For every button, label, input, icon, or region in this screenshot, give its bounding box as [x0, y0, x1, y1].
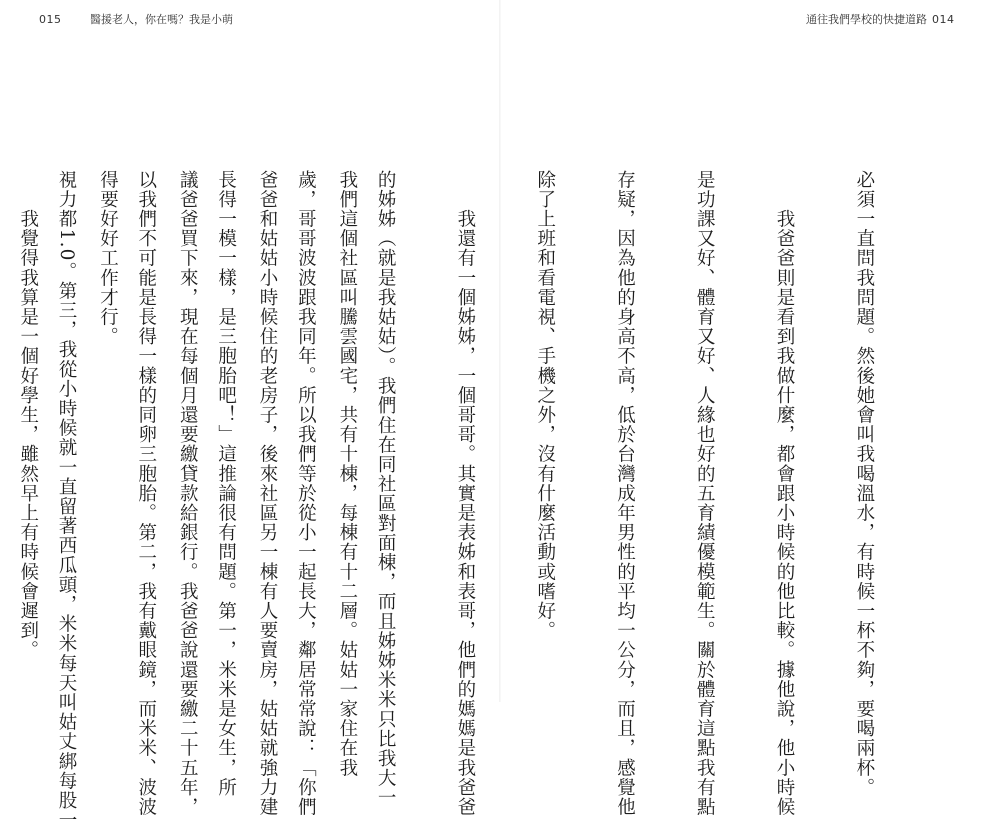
text-column: 以我們不可能是長得一樣的同卵三胞胎。第二，我有戴眼鏡，而米米、波波 [135, 170, 157, 817]
text-column: 長得一模一樣，是三胞胎吧！」這推論很有問題。第一，米米是女生，所 [215, 170, 237, 798]
text-column: 視力都1.0。第三，我從小時候就一直留著西瓜頭，米米每天叫姑丈綁每股一 [56, 170, 77, 830]
page-number: 015 [39, 13, 62, 26]
text-column: 除了上班和看電視、手機之外，沒有什麼活動或嗜好。 [534, 170, 556, 641]
text-column: 議爸爸買下來，現在每個月還要繳貸款給銀行。我爸爸說還要繳二十五年， [177, 170, 199, 817]
text-column: 得要好好工作才行。 [97, 170, 119, 347]
page-number: 014 [932, 13, 955, 26]
text-column: 爸爸和姑姑小時候住的老房子，後來社區另一棟有人要賣房，姑姑就強力建 [257, 170, 279, 817]
text-column: 歲，哥哥波波跟我同年。所以我們等於從小一起長大，鄰居常常說：「你們 [295, 170, 317, 817]
text-column: 存疑，因為他的身高不高，低於台灣成年男性的平均一公分，而且，感覺他 [614, 170, 636, 817]
text-column: 必須一直問我問題。然後她會叫我喝溫水，有時候一杯不夠，要喝兩杯。 [853, 170, 875, 798]
running-title: 通往我們學校的快捷道路 [806, 13, 927, 26]
text-column: 我爸爸則是看到我做什麼，都會跟小時候的他比較。據他說，他小時候 [774, 170, 796, 817]
text-column: 我覺得我算是一個好學生，雖然早上有時候會遲到。 [17, 170, 39, 660]
running-title: 醫援老人，你在嗎？我是小萌 [90, 13, 233, 26]
text-column: 我們這個社區叫騰雲國宅，共有十棟，每棟有十二層。姑姑一家住在我 [336, 170, 358, 778]
text-column: 的姊姊（就是我姑姑）。我們住在同社區對面棟，而且姊姊米米只比我大一 [375, 170, 397, 808]
text-column: 我還有一個姊姊，一個哥哥。其實是表姊和表哥，他們的媽媽是我爸爸 [454, 170, 476, 817]
text-column: 是功課又好、體育又好、人緣也好的五育績優模範生。關於體育這點我有點 [694, 170, 716, 817]
